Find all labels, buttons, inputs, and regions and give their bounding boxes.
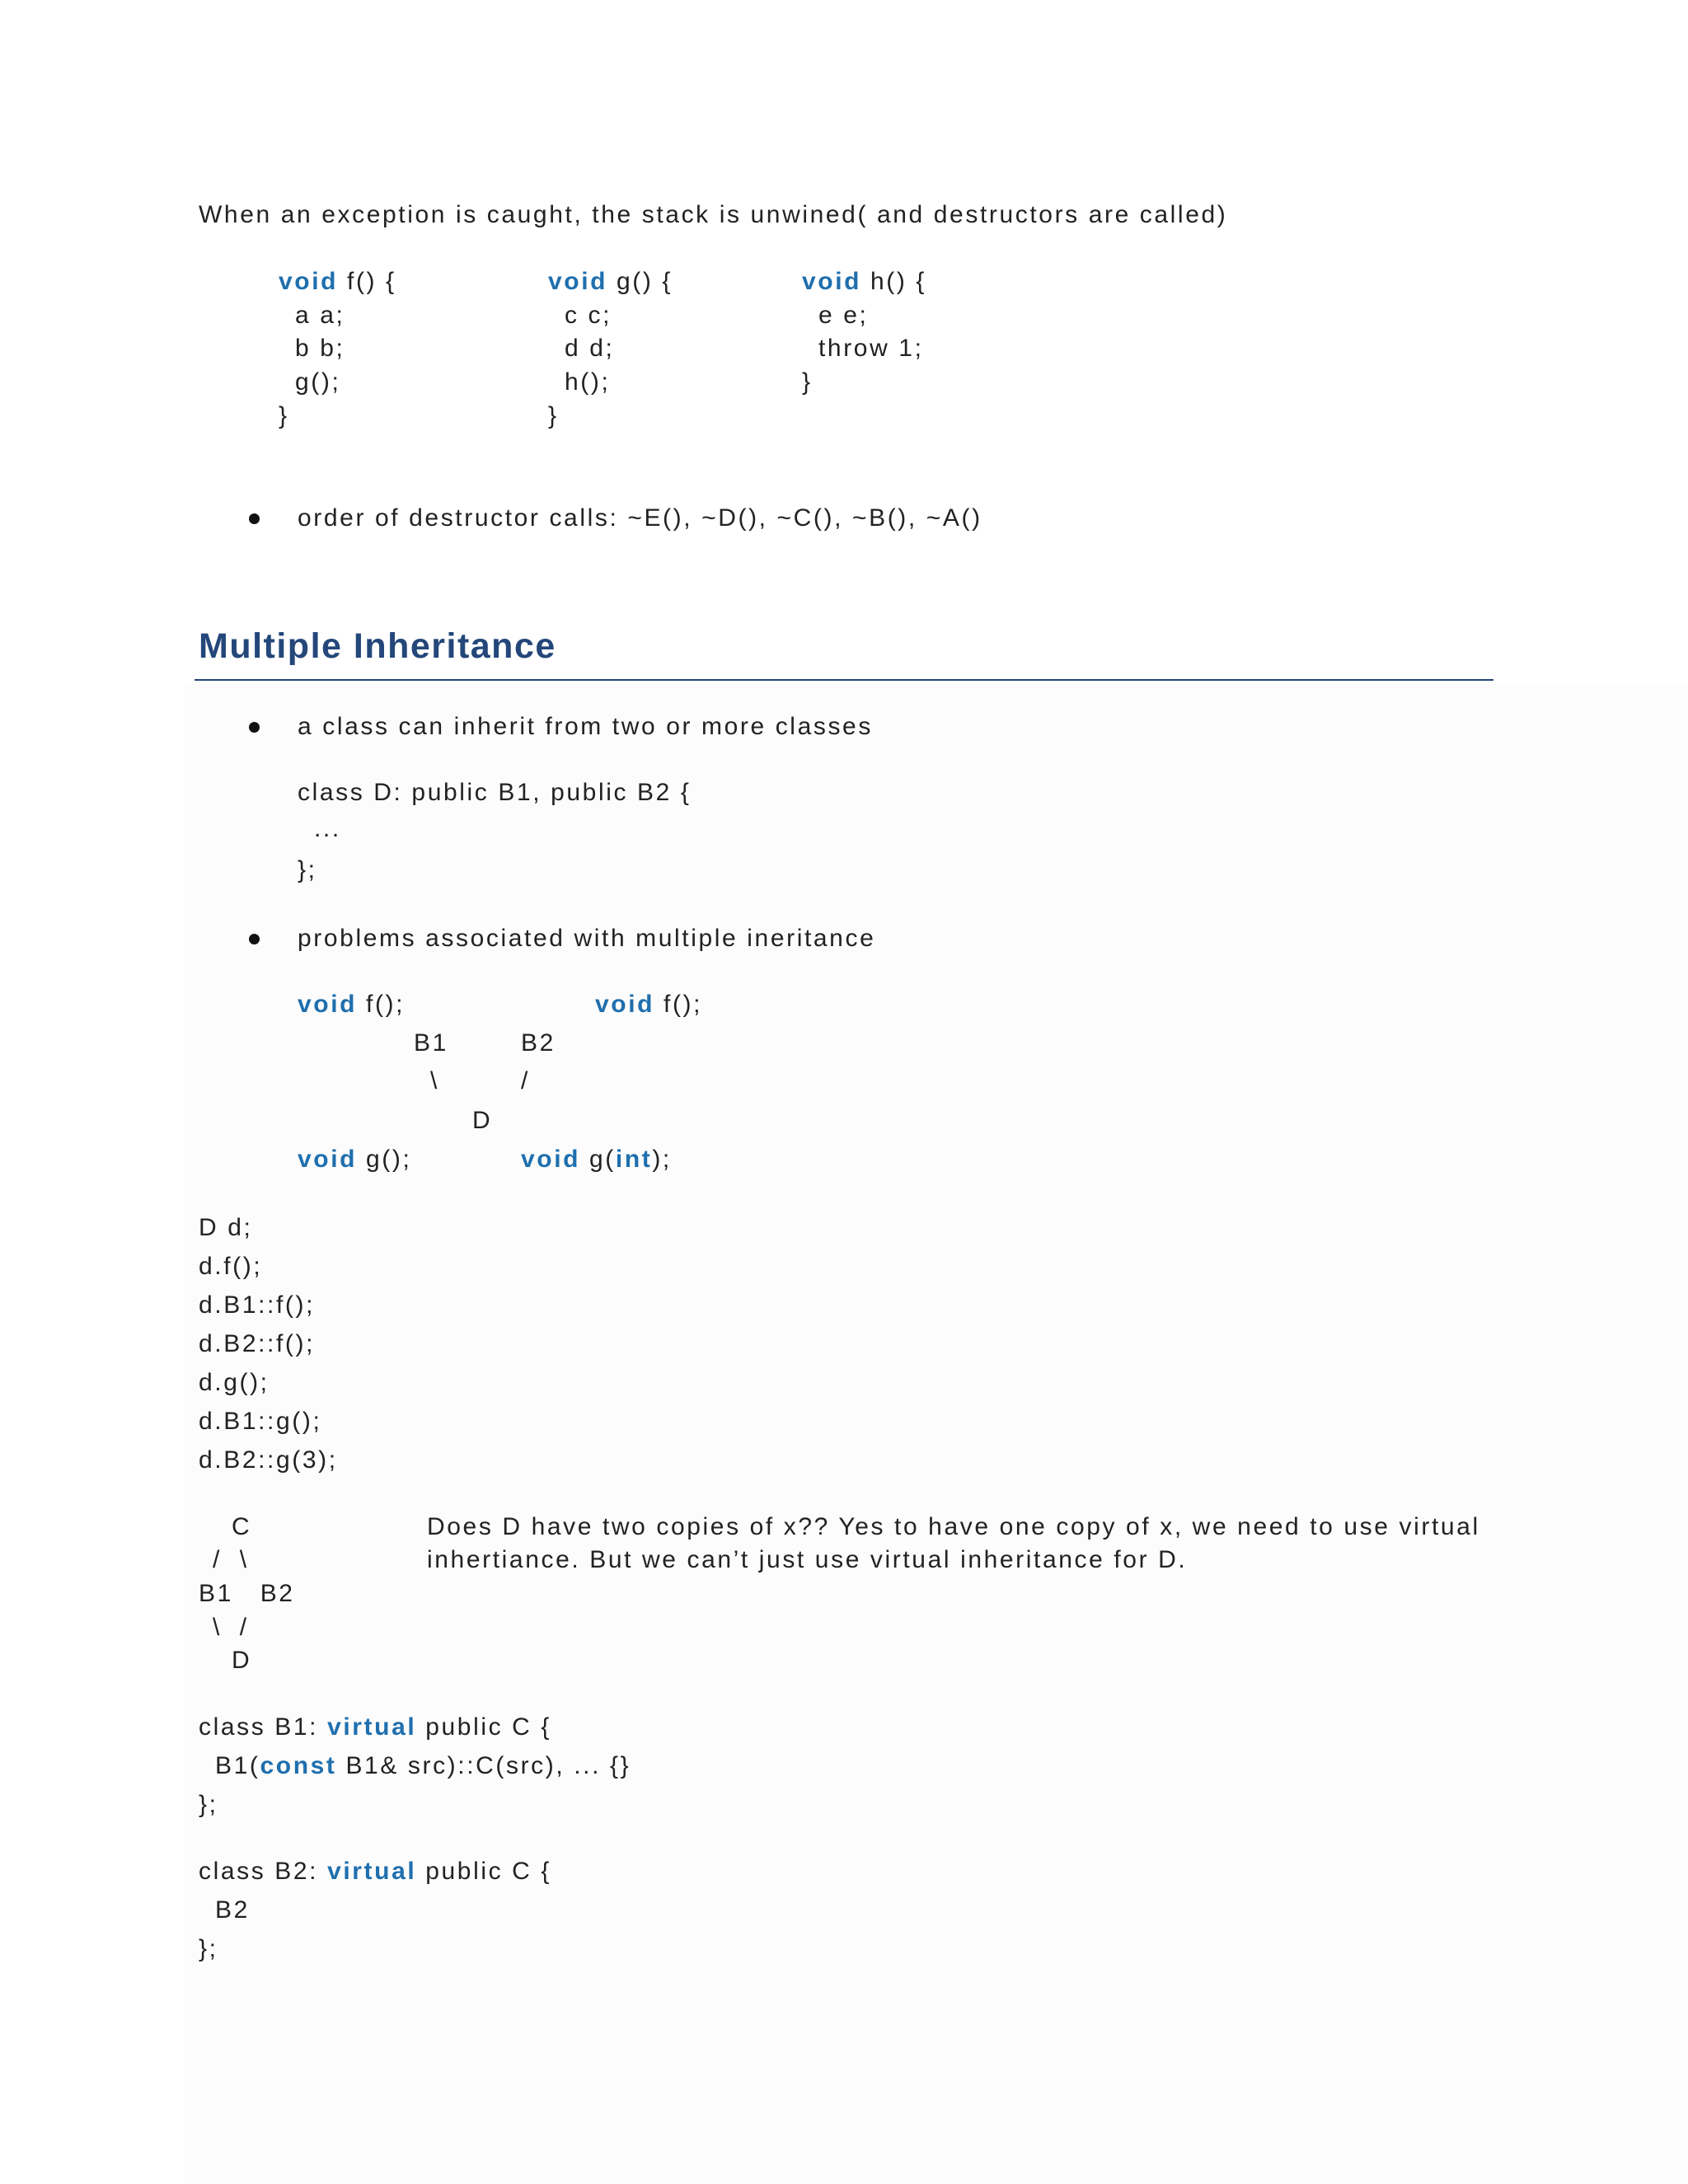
code-line: g(); xyxy=(295,368,341,396)
diagram-node-b2: B2 xyxy=(521,1029,556,1057)
bullet-inherit: a class can inherit from two or more classes xyxy=(298,713,873,740)
code-line: g(); xyxy=(366,1146,412,1173)
diagram-edge: / \ xyxy=(213,1546,249,1573)
code-line: e e; xyxy=(818,302,869,329)
code-line: } xyxy=(802,368,813,396)
keyword-virtual: virtual xyxy=(327,1713,417,1741)
code-line: b b; xyxy=(295,335,345,362)
keyword-void: void xyxy=(521,1146,581,1173)
keyword-virtual: virtual xyxy=(327,1858,417,1885)
code-line: B2 xyxy=(215,1896,250,1924)
code-line: } xyxy=(548,402,559,429)
diagram-node-d: D xyxy=(472,1107,493,1134)
code-line: d.B1::f(); xyxy=(199,1291,316,1319)
page-background xyxy=(185,684,1688,2184)
code-line: d.B2::f(); xyxy=(199,1330,316,1357)
bullet-icon xyxy=(249,513,260,524)
code-line: d d; xyxy=(565,335,615,362)
section-heading: Multiple Inheritance xyxy=(199,626,556,666)
bullet-icon xyxy=(249,722,260,733)
code-line: public C { xyxy=(416,1713,551,1741)
diagram-node-row: B1 B2 xyxy=(199,1580,295,1607)
code-line: g() { xyxy=(617,268,673,295)
keyword-void: void xyxy=(802,268,862,295)
intro-text: When an exception is caught, the stack is unwined( and destructors are called) xyxy=(199,201,1228,228)
code-line: d.B2::g(3); xyxy=(199,1446,338,1474)
keyword-void: void xyxy=(279,268,339,295)
code-line: f() { xyxy=(347,268,396,295)
bullet-icon xyxy=(249,934,260,944)
code-line: f(); xyxy=(366,991,406,1018)
diagram-edge: \ xyxy=(430,1067,439,1094)
keyword-void: void xyxy=(298,991,358,1018)
note-line: Does D have two copies of x?? Yes to have one copy of x, we need to use virtual xyxy=(427,1513,1480,1540)
diagram-node-d: D xyxy=(232,1647,252,1674)
code-line: h(); xyxy=(565,368,611,396)
heading-rule xyxy=(195,679,1493,681)
code-line: d.g(); xyxy=(199,1369,270,1396)
code-line: }; xyxy=(298,856,317,883)
diagram-edge: / xyxy=(521,1067,530,1094)
code-line: h() { xyxy=(870,268,927,295)
bullet-problems: problems associated with multiple ineritance xyxy=(298,925,876,952)
code-line: d.f(); xyxy=(199,1253,263,1280)
diagram-node-b1: B1 xyxy=(414,1029,448,1057)
code-line: ); xyxy=(652,1146,672,1173)
code-line: a a; xyxy=(295,302,345,329)
code-line: d.B1::g(); xyxy=(199,1408,322,1435)
code-line: throw 1; xyxy=(818,335,924,362)
code-line: B1& src)::C(src), ... {} xyxy=(336,1752,631,1779)
code-line: class D: public B1, public B2 { xyxy=(298,779,692,806)
code-line: public C { xyxy=(416,1858,551,1885)
code-line: D d; xyxy=(199,1214,253,1241)
diagram-node-c: C xyxy=(232,1513,252,1540)
code-line: B1( xyxy=(215,1752,260,1779)
note-line: inhertiance. But we can’t just use virtual inheritance for D. xyxy=(427,1546,1188,1573)
code-line: ... xyxy=(314,815,341,842)
code-line: class B1: xyxy=(199,1713,328,1741)
keyword-void: void xyxy=(298,1146,358,1173)
keyword-void: void xyxy=(548,268,608,295)
code-line: c c; xyxy=(565,302,612,329)
keyword-void: void xyxy=(595,991,655,1018)
keyword-int: int xyxy=(615,1146,653,1173)
code-line: } xyxy=(279,402,289,429)
code-line: class B2: xyxy=(199,1858,328,1885)
bullet-destructor-order: order of destructor calls: ~E(), ~D(), ~C(), ~B(), ~A() xyxy=(298,504,982,532)
code-line: }; xyxy=(199,1791,218,1818)
diagram-edge: \ / xyxy=(213,1614,249,1641)
code-line: }; xyxy=(199,1935,218,1962)
keyword-const: const xyxy=(260,1752,337,1779)
code-line: g( xyxy=(589,1146,616,1173)
code-line: f(); xyxy=(663,991,703,1018)
